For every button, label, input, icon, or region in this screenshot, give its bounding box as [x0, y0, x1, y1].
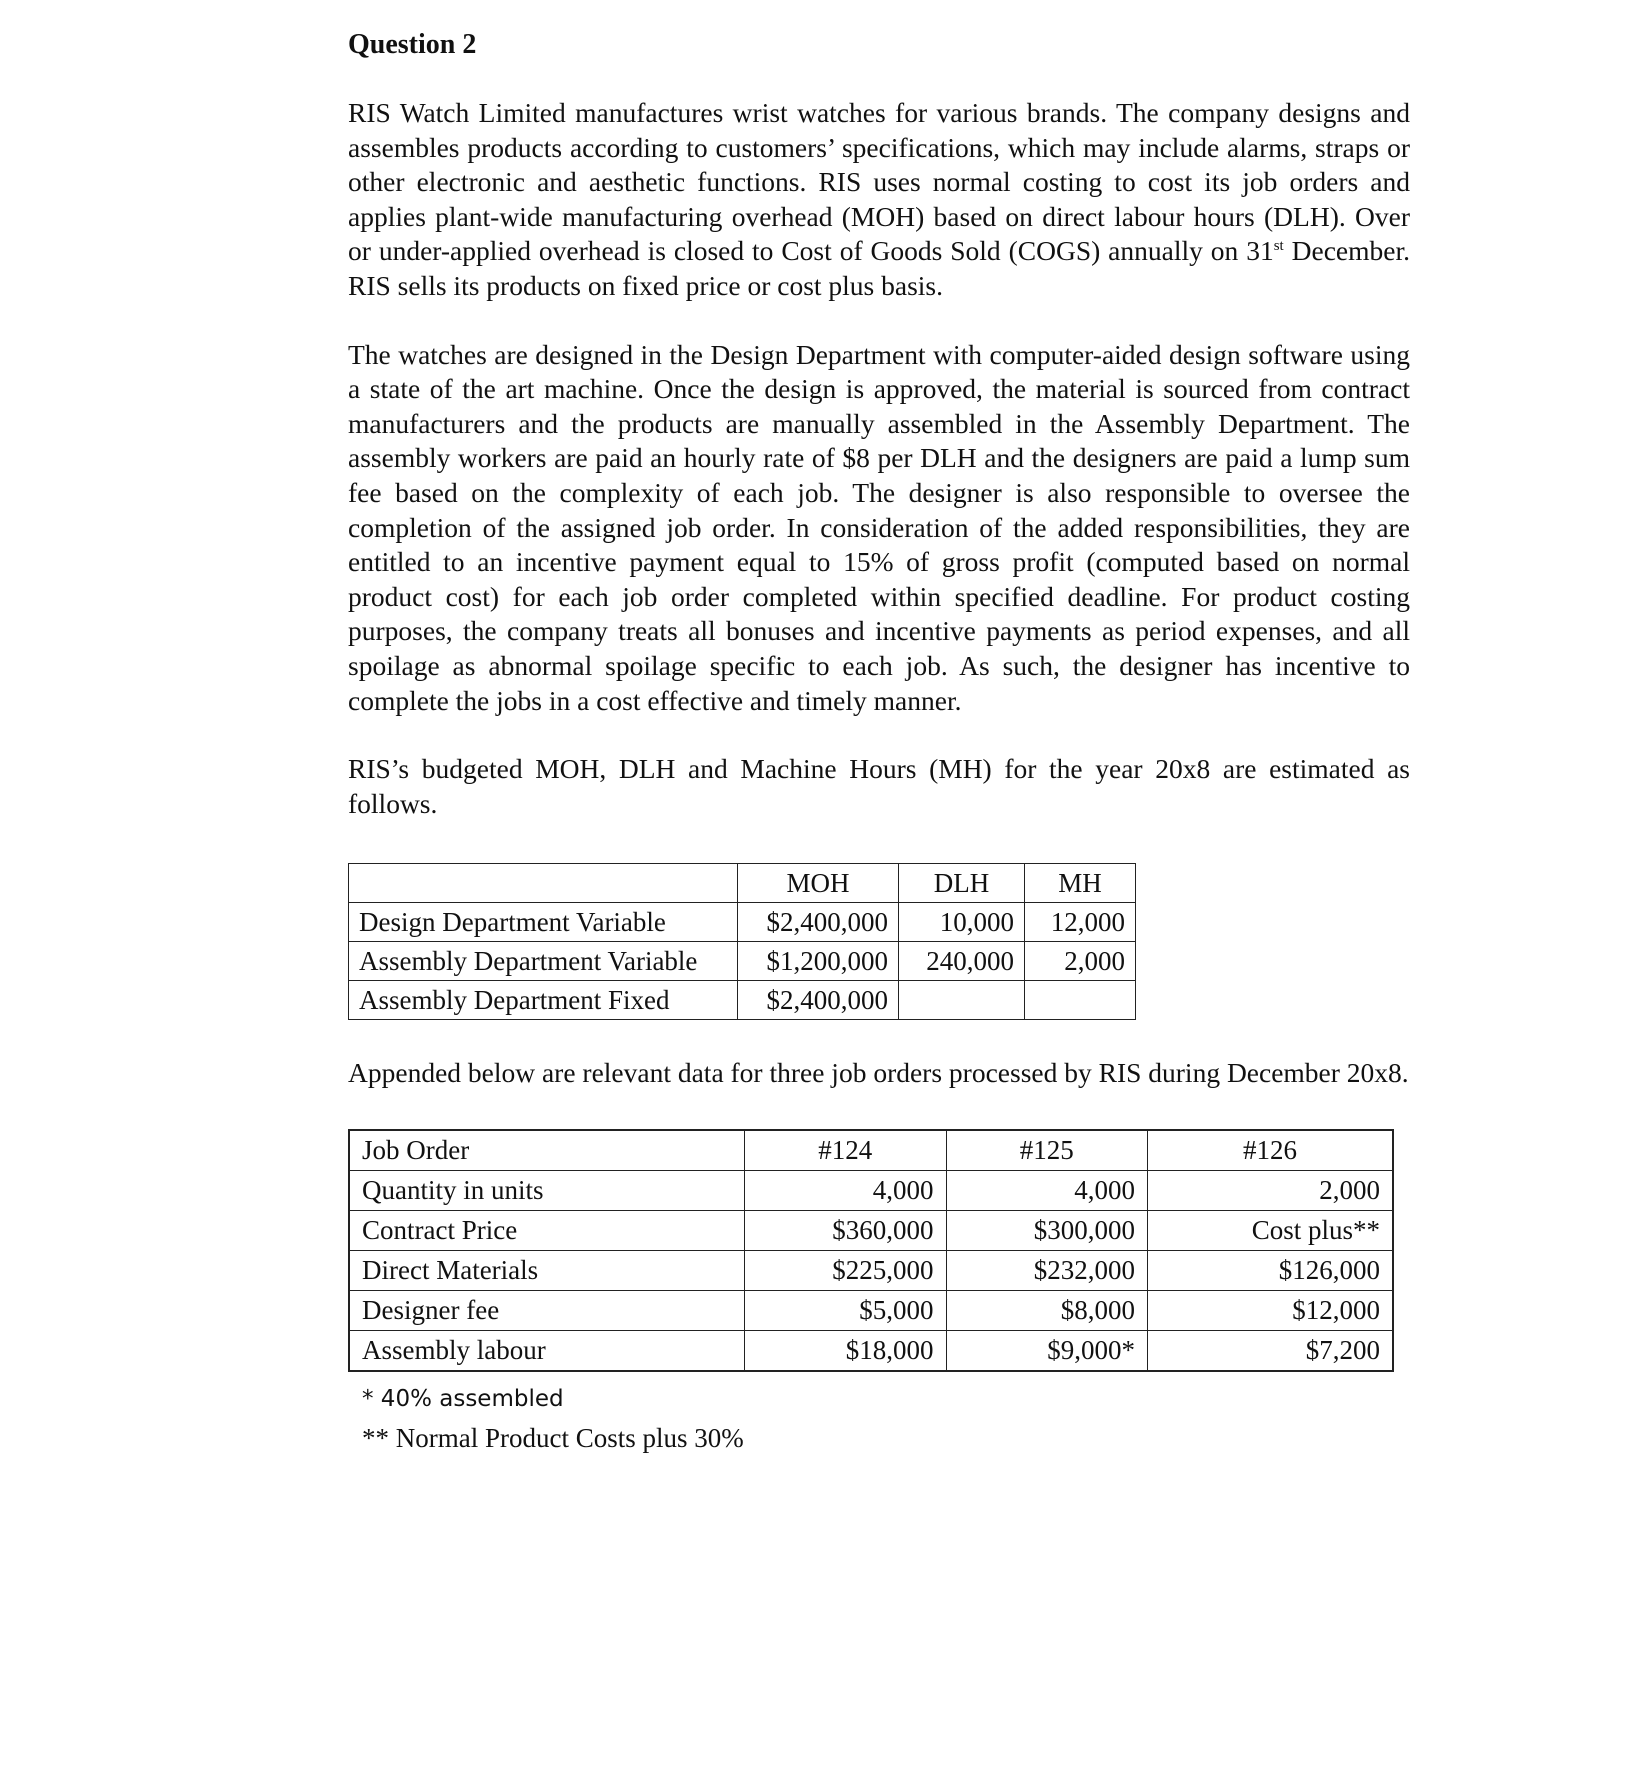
- budget-cell-moh: $2,400,000: [738, 903, 899, 942]
- job-cell-125: $300,000: [946, 1210, 1148, 1250]
- budget-intro-paragraph: RIS’s budgeted MOH, DLH and Machine Hours (MH) for the year 20x8 are estimated as follows.: [348, 753, 1410, 819]
- jobs-intro-paragraph: Appended below are relevant data for three job orders processed by RIS during December 20x8.: [348, 1057, 1409, 1089]
- job-cell-126: 2,000: [1148, 1170, 1393, 1210]
- budget-cell-dlh: [899, 981, 1025, 1020]
- budget-row-assembly-variable: [349, 942, 1136, 981]
- job-orders-table: [348, 1129, 1394, 1372]
- budget-cell-dlh: 240,000: [899, 942, 1025, 981]
- intro-text-part1: RIS Watch Limited manufactures wrist watches for various brands. The company designs and assembles products according to customers’ specifications, which may include alarms, straps or other electronic and aesthetic functions. RIS uses normal costing to cost its job orders and applies plant-wide manufacturing overhead (MOH) based on direct labour hours (DLH). Over or under-applied overhead is closed to Cost of Goods Sold (COGS) annually on 31: [348, 97, 1410, 267]
- budget-row-assembly-fixed: [349, 981, 1136, 1020]
- budget-row-label: Assembly Department Fixed: [349, 981, 738, 1020]
- job-cell-125: $8,000: [946, 1290, 1148, 1330]
- job-cell-126: Cost plus**: [1148, 1210, 1393, 1250]
- job-cell-126: $7,200: [1148, 1330, 1393, 1371]
- job-cell-124: 4,000: [745, 1170, 947, 1210]
- budget-row-label: Design Department Variable: [349, 903, 738, 942]
- job-row-direct-materials: [349, 1250, 1393, 1290]
- footnote-assembled: * 40% assembled: [362, 1385, 564, 1412]
- budget-cell-mh: [1025, 981, 1136, 1020]
- job-cell-125: $232,000: [946, 1250, 1148, 1290]
- job-row-designer-fee: [349, 1290, 1393, 1330]
- question-title: Question 2: [348, 29, 477, 60]
- job-cell-125: #125: [946, 1130, 1148, 1171]
- job-row-contract-price: [349, 1210, 1393, 1250]
- job-cell-124: $360,000: [745, 1210, 947, 1250]
- job-row-label: Designer fee: [349, 1290, 745, 1330]
- budget-cell-dlh: 10,000: [899, 903, 1025, 942]
- job-cell-124: $225,000: [745, 1250, 947, 1290]
- budget-row-label: Assembly Department Variable: [349, 942, 738, 981]
- job-row-header: [349, 1130, 1393, 1171]
- job-cell-125: $9,000*: [946, 1330, 1148, 1371]
- intro-paragraph: [348, 96, 1410, 304]
- budget-cell-moh: $1,200,000: [738, 942, 899, 981]
- budget-header-mh: MH: [1025, 864, 1136, 903]
- job-row-label: Job Order: [349, 1130, 745, 1171]
- job-cell-124: #124: [745, 1130, 947, 1171]
- job-cell-126: #126: [1148, 1130, 1393, 1171]
- job-row-label: Assembly labour: [349, 1330, 745, 1371]
- job-row-label: Contract Price: [349, 1210, 745, 1250]
- job-row-label: Direct Materials: [349, 1250, 745, 1290]
- job-cell-125: 4,000: [946, 1170, 1148, 1210]
- job-cell-124: $18,000: [745, 1330, 947, 1371]
- budget-row-design-variable: [349, 903, 1136, 942]
- budget-header-row: [349, 864, 1136, 903]
- design-assembly-paragraph: The watches are designed in the Design Department with computer-aided design software using a state of the art machine. Once the design is approved, the material is sourced from contract manufacturers and the products are manually assembled in the Assembly Department. The assembly workers are paid an hourly rate of $8 per DLH and the designers are paid a lump sum fee based on the complexity of each job. The designer is also responsible to oversee the completion of the assigned job order. In consideration of the added responsibilities, they are entitled to an incentive payment equal to 15% of gross profit (computed based on normal product cost) for each job order completed within specified deadline. For product costing purposes, the company treats all bonuses and incentive payments as period expenses, and all spoilage as abnormal spoilage specific to each job. As such, the designer has incentive to complete the jobs in a cost effective and timely manner.: [348, 338, 1410, 716]
- budget-header-dlh: DLH: [899, 864, 1025, 903]
- date-ordinal-suffix: st: [1273, 238, 1284, 255]
- footnote-cost-plus: ** Normal Product Costs plus 30%: [362, 1422, 744, 1453]
- job-row-label: Quantity in units: [349, 1170, 745, 1210]
- budget-cell-mh: 2,000: [1025, 942, 1136, 981]
- budget-header-moh: MOH: [738, 864, 899, 903]
- job-row-assembly-labour: [349, 1330, 1393, 1371]
- budget-header-blank: [349, 864, 738, 903]
- footnotes: [362, 1380, 1410, 1458]
- budget-cell-moh: $2,400,000: [738, 981, 899, 1020]
- job-cell-126: $12,000: [1148, 1290, 1393, 1330]
- budget-table: [348, 863, 1136, 1020]
- job-cell-124: $5,000: [745, 1290, 947, 1330]
- job-cell-126: $126,000: [1148, 1250, 1393, 1290]
- document-page: [348, 20, 1410, 1458]
- budget-cell-mh: 12,000: [1025, 903, 1136, 942]
- intro-text-part2: December. RIS sells its products on fixed price or cost plus basis.: [348, 235, 1410, 301]
- job-row-quantity: [349, 1170, 1393, 1210]
